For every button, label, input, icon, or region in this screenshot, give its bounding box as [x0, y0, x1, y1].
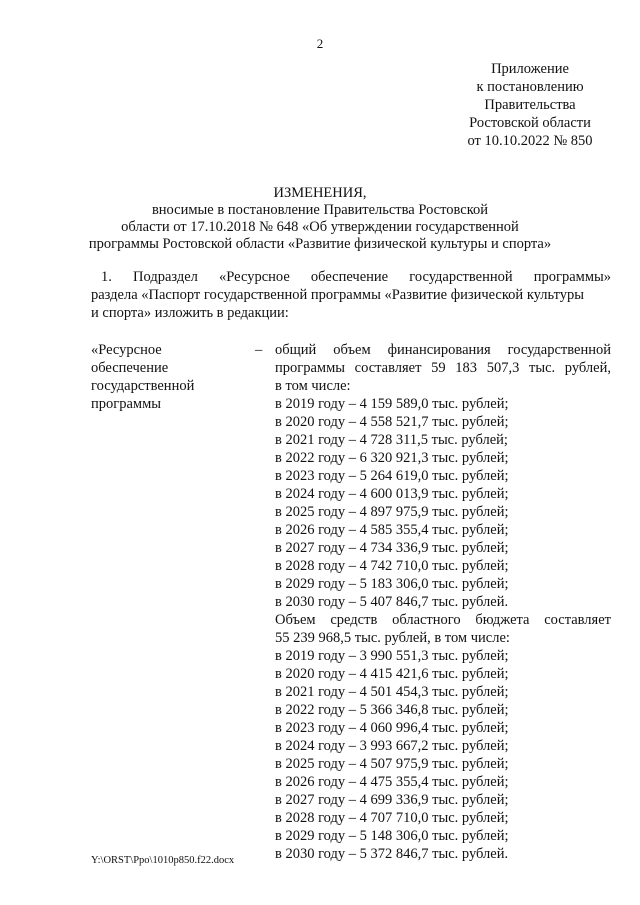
- intro-line: 1. Подраздел «Ресурсное обеспечение государственной программы»: [101, 269, 611, 285]
- section-dash: –: [255, 342, 263, 358]
- year-amount-line: в 2030 году – 5 407 846,7 тыс. рублей.: [275, 594, 509, 610]
- section-label: [91, 341, 231, 413]
- year-amount-line: в 2030 году – 5 372 846,7 тыс. рублей.: [275, 846, 509, 862]
- document-title: ИЗМЕНЕНИЯ,: [273, 185, 367, 201]
- year-amount-line: в 2019 году – 3 990 551,3 тыс. рублей;: [275, 648, 509, 664]
- section-label-line: программы: [91, 396, 161, 412]
- appendix-line: Ростовской области: [469, 115, 591, 131]
- year-amount-line: в 2027 году – 4 699 336,9 тыс. рублей;: [275, 792, 509, 808]
- total-line: общий объем финансирования государственной: [275, 342, 611, 358]
- intro-line: раздела «Паспорт государственной программы «Развитие физической культуры: [91, 287, 584, 303]
- section-label-line: «Ресурсное: [91, 342, 162, 358]
- year-amount-line: в 2025 году – 4 507 975,9 тыс. рублей;: [275, 756, 509, 772]
- year-amount-line: в 2019 году – 4 159 589,0 тыс. рублей;: [275, 396, 509, 412]
- regional-line: Объем средств областного бюджета составляет: [275, 612, 611, 628]
- year-amount-line: в 2028 году – 4 742 710,0 тыс. рублей;: [275, 558, 509, 574]
- page-number: 2: [316, 36, 324, 51]
- appendix-line: Приложение: [491, 61, 569, 77]
- appendix-line: от 10.10.2022 № 850: [467, 133, 593, 149]
- section-label-line: государственной: [91, 378, 195, 394]
- year-amount-line: в 2024 году – 4 600 013,9 тыс. рублей;: [275, 486, 509, 502]
- year-amount-line: в 2021 году – 4 728 311,5 тыс. рублей;: [275, 432, 508, 448]
- regional-by-year-list: [275, 647, 611, 863]
- year-amount-line: в 2021 году – 4 501 454,3 тыс. рублей;: [275, 684, 509, 700]
- total-line: в том числе:: [275, 378, 351, 394]
- total-by-year-list: [275, 395, 611, 611]
- appendix-line: Правительства: [484, 97, 576, 113]
- heading-line: вносимые в постановление Правительства Ростовской: [151, 202, 489, 218]
- year-amount-line: в 2020 году – 4 415 421,6 тыс. рублей;: [275, 666, 509, 682]
- appendix-block: [420, 60, 640, 150]
- regional-line: 55 239 968,5 тыс. рублей, в том числе:: [275, 630, 510, 646]
- intro-paragraph: [91, 268, 611, 322]
- document-heading: [60, 185, 580, 253]
- funding-details: [275, 341, 611, 863]
- year-amount-line: в 2022 году – 5 366 346,8 тыс. рублей;: [275, 702, 509, 718]
- year-amount-line: в 2025 году – 4 897 975,9 тыс. рублей;: [275, 504, 509, 520]
- footer-file-path: Y:\ORST\Ppo\1010p850.f22.docx: [91, 855, 235, 866]
- year-amount-line: в 2026 году – 4 475 355,4 тыс. рублей;: [275, 774, 509, 790]
- heading-line: области от 17.10.2018 № 648 «Об утверждении государственной: [121, 219, 519, 235]
- year-amount-line: в 2024 году – 3 993 667,2 тыс. рублей;: [275, 738, 509, 754]
- heading-line: программы Ростовской области «Развитие физической культуры и спорта»: [88, 236, 552, 252]
- appendix-line: к постановлению: [476, 79, 584, 95]
- year-amount-line: в 2029 году – 5 183 306,0 тыс. рублей;: [275, 576, 509, 592]
- year-amount-line: в 2028 году – 4 707 710,0 тыс. рублей;: [275, 810, 509, 826]
- year-amount-line: в 2023 году – 4 060 996,4 тыс. рублей;: [275, 720, 509, 736]
- year-amount-line: в 2022 году – 6 320 921,3 тыс. рублей;: [275, 450, 509, 466]
- section-label-line: обеспечение: [91, 360, 169, 376]
- total-line: программы составляет 59 183 507,3 тыс. рублей,: [275, 360, 611, 376]
- year-amount-line: в 2020 году – 4 558 521,7 тыс. рублей;: [275, 414, 509, 430]
- year-amount-line: в 2023 году – 5 264 619,0 тыс. рублей;: [275, 468, 509, 484]
- year-amount-line: в 2026 году – 4 585 355,4 тыс. рублей;: [275, 522, 509, 538]
- intro-line: и спорта» изложить в редакции:: [91, 305, 289, 321]
- year-amount-line: в 2027 году – 4 734 336,9 тыс. рублей;: [275, 540, 509, 556]
- year-amount-line: в 2029 году – 5 148 306,0 тыс. рублей;: [275, 828, 509, 844]
